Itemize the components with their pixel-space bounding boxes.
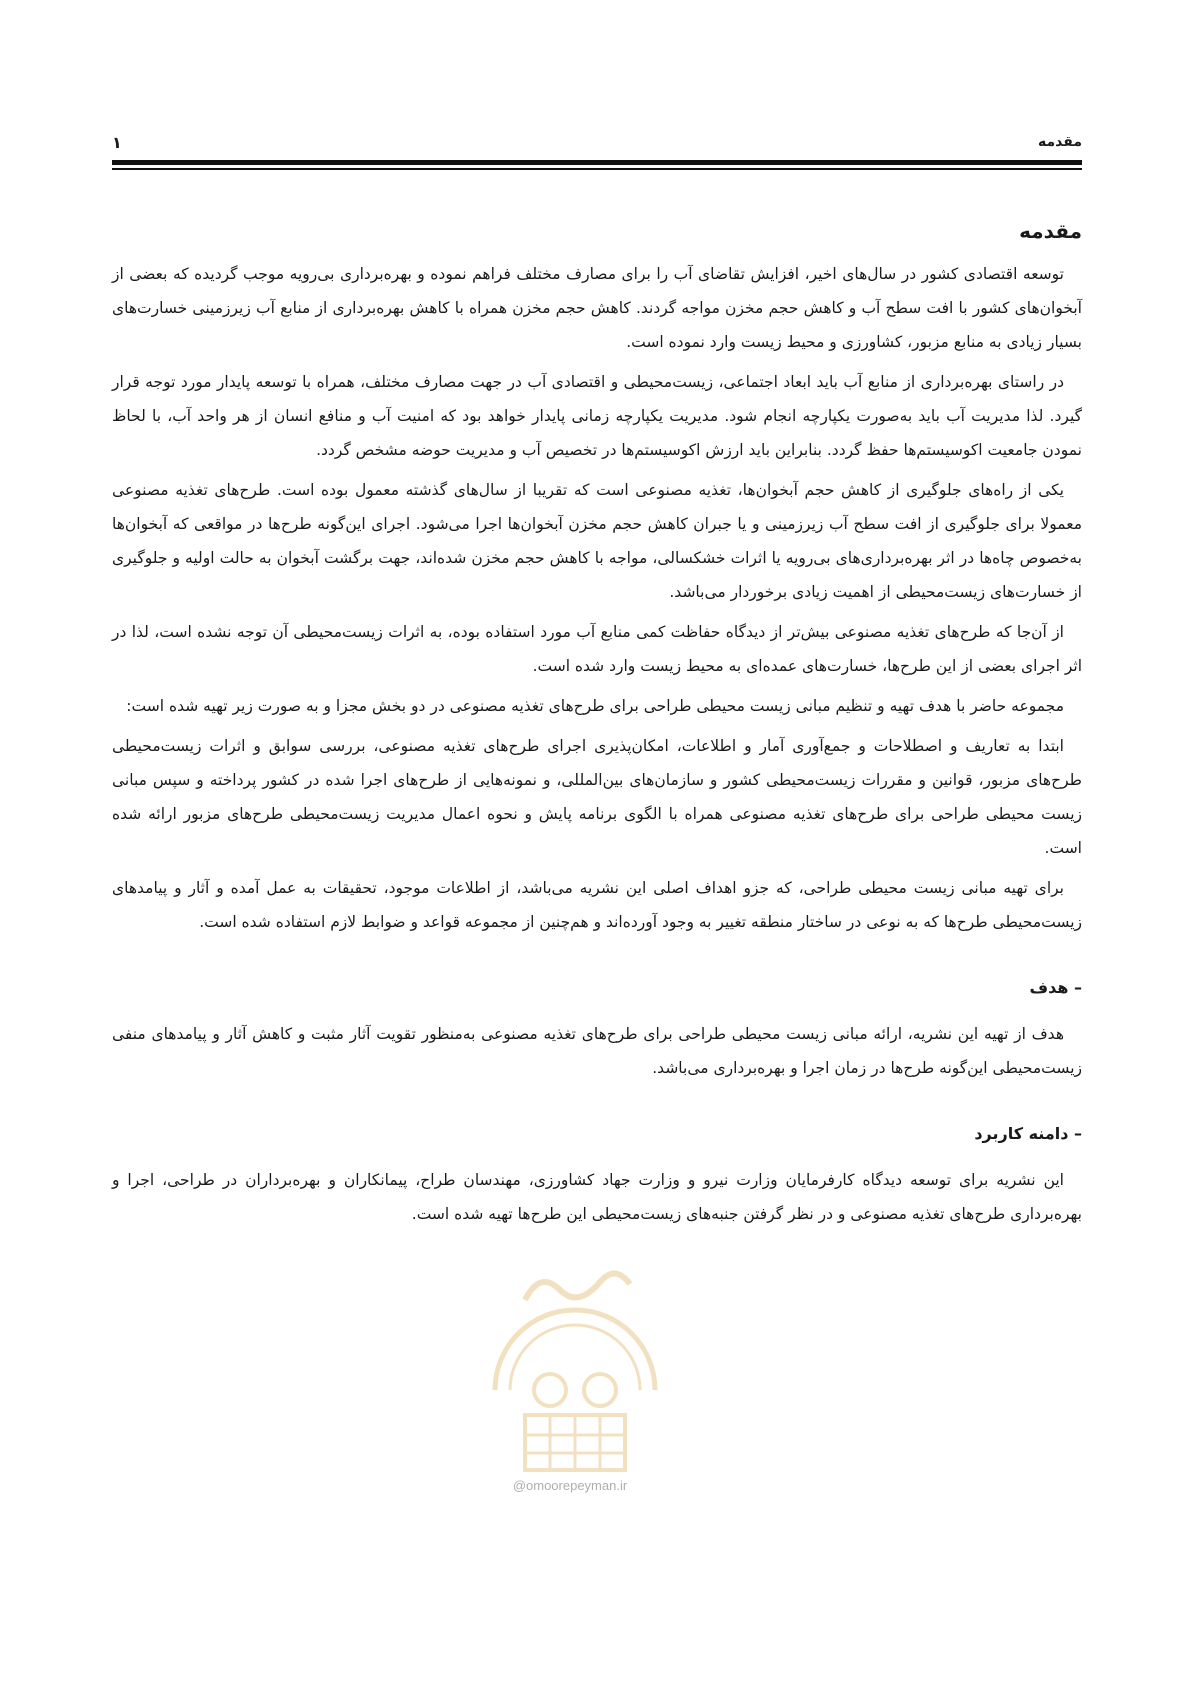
chapter-title-header: مقدمه xyxy=(1038,134,1082,150)
document-page xyxy=(112,0,1082,1684)
page-number: ۱ xyxy=(112,132,122,152)
intro-paragraph: از آن‌جا که طرح‌های تغذیه مصنوعی بیش‌تر از دیدگاه حفاظت کمی منابع آب مورد استفاده بوده، به اثرات زیست‌محیطی آن توجه نشده است، لذا در اثر اجرای بعضی از این طرح‌ها، خسارت‌های عمده‌ای به محیط زیست وارد شده است. xyxy=(112,623,1082,675)
watermark-url: @omoorepeyman.ir xyxy=(512,1478,628,1493)
section-title-intro: مقدمه xyxy=(1019,219,1082,243)
intro-paragraph: برای تهیه مبانی زیست محیطی طراحی، که جزو اهداف اصلی این نشریه می‌باشد، از اطلاعات موجود، تحقیقات به عمل آمده و آثار و پیامدهای زیست‌محیطی طرح‌ها که به نوعی در ساختار منطقه تغییر به وجود آورده‌اند و هم‌چنین از مجموعه قواعد و ضوابط لازم استفاده شده است. xyxy=(112,879,1082,931)
intro-paragraph: توسعه اقتصادی کشور در سال‌های اخیر، افزایش تقاضای آب را برای مصارف مختلف فراهم نموده و بهره‌برداری بی‌رویه موجب گردیده که بعضی از آبخوان‌های کشور با افت سطح آب و کاهش حجم مخزن مواجه گردند. کاهش حجم مخزن همراه با کاهش بهره‌برداری از منابع آب زیرزمینی خسارت‌های بسیار زیادی به منابع مزبور، کشاورزی و محیط زیست وارد نموده است. xyxy=(112,265,1082,351)
running-header xyxy=(112,130,1082,154)
section-title-goal: – هدف xyxy=(1029,978,1082,997)
header-rule-thick xyxy=(112,160,1082,165)
intro-paragraph: در راستای بهره‌برداری از منابع آب باید ابعاد اجتماعی، زیست‌محیطی و اقتصادی آب در جهت مصارف مختلف، همراه با توسعه پایدار مورد توجه قرار گیرد. لذا مدیریت آب باید به‌صورت یکپارچه انجام شود. مدیریت یکپارچه زمانی پایدار خواهد بود که امنیت آب و منافع انسان از هر واحد آب، با لحاظ نمودن جامعیت اکوسیستم‌ها حفظ گردد. بنابراین باید ارزش اکوسیستم‌ها در تخصیص آب و مدیریت حوضه مشخص گردد. xyxy=(112,373,1082,459)
intro-paragraph: ابتدا به تعاریف و اصطلاحات و جمع‌آوری آمار و اطلاعات، امکان‌پذیری اجرای طرح‌های تغذیه مصنوعی، بررسی سوابق و اثرات زیست‌محیطی طرح‌های مزبور، قوانین و مقررات زیست‌محیطی کشور و سازمان‌های بین‌المللی، و نمونه‌هایی از طرح‌های اجرا شده در کشور پرداخته و سپس مبانی زیست محیطی طراحی برای طرح‌های تغذیه مصنوعی همراه با الگوی برنامه پایش و نحوه اعمال مدیریت زیست‌محیطی طرح‌های مزبور ارائه شده است. xyxy=(112,737,1082,857)
scope-paragraph: این نشریه برای توسعه دیدگاه کارفرمایان وزارت نیرو و وزارت جهاد کشاورزی، مهندسان طراح، پیمانکاران و بهره‌برداران در طراحی، اجرا و بهره‌برداری طرح‌های تغذیه مصنوعی و در نظر گرفتن جنبه‌های زیست‌محیطی این طرح‌ها تهیه شده است. xyxy=(112,1171,1082,1223)
intro-paragraph: مجموعه حاضر با هدف تهیه و تنظیم مبانی زیست محیطی طراحی برای طرح‌های تغذیه مصنوعی در دو بخش مجزا و به صورت زیر تهیه شده است: xyxy=(126,697,1064,715)
intro-paragraph: یکی از راه‌های جلوگیری از کاهش حجم آبخوان‌ها، تغذیه مصنوعی است که تقریبا از سال‌های گذشته معمول بوده است. طرح‌های تغذیه مصنوعی معمولا برای جلوگیری از افت سطح آب زیرزمینی و یا جبران کاهش حجم مخزن آبخوان‌ها اجرا می‌شود. اجرای این‌گونه طرح‌ها در مواقعی که آبخوان‌ها به‌خصوص چاه‌ها در اثر بهره‌برداری‌های بی‌رویه یا اثرات خشکسالی، مواجه با کاهش حجم مخزن شده‌اند، جهت برگشت آبخوان به حالت اولیه و جلوگیری از خسارت‌های زیست‌محیطی از اهمیت زیادی برخوردار می‌باشد. xyxy=(112,481,1082,601)
page-body xyxy=(112,215,1082,1237)
header-rule-thin xyxy=(112,168,1082,170)
goal-paragraph: هدف از تهیه این نشریه، ارائه مبانی زیست محیطی طراحی برای طرح‌های تغذیه مصنوعی به‌منظور تقویت آثار مثبت و کاهش آثار و پیامدهای منفی زیست‌محیطی این‌گونه طرح‌ها در زمان اجرا و بهره‌برداری می‌باشد. xyxy=(112,1025,1082,1077)
section-title-scope: – دامنه کاربرد xyxy=(974,1124,1082,1143)
